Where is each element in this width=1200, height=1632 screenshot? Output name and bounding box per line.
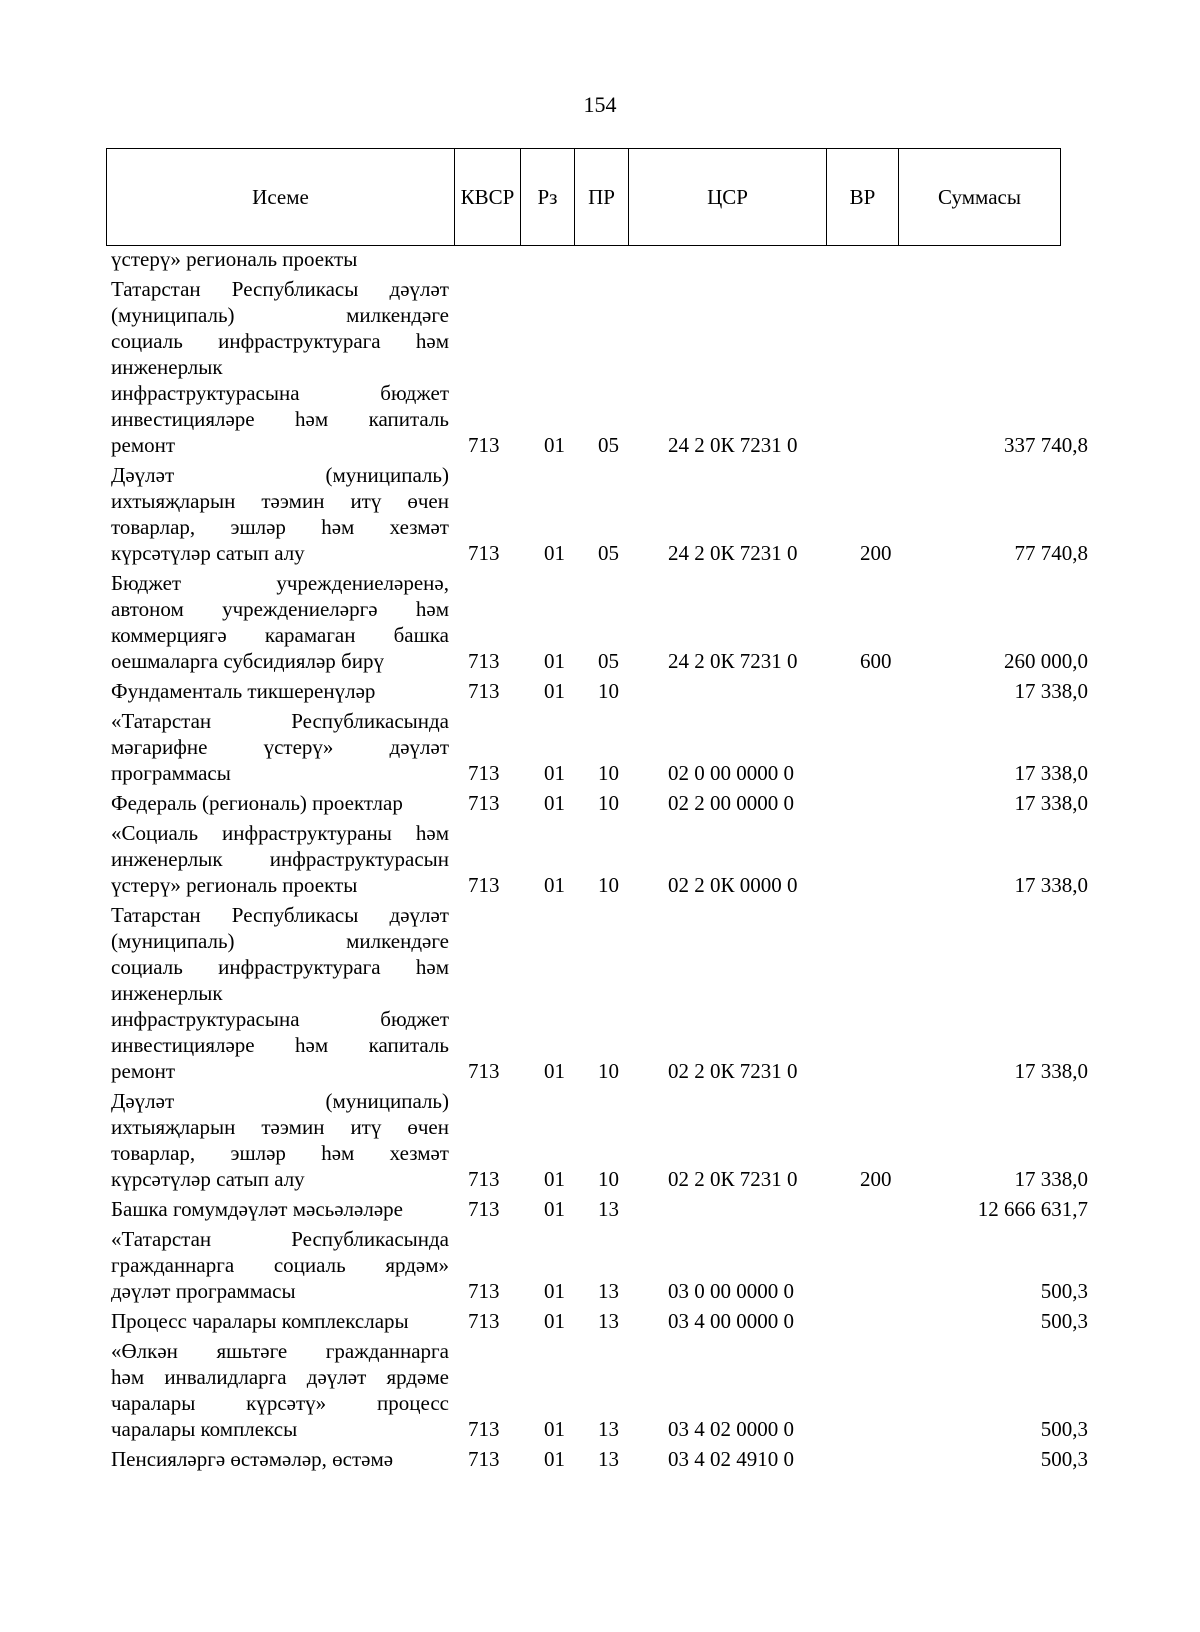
row-name [111,1226,449,1304]
row-name-line: Татарстан Республикасы дәүләт [111,277,449,301]
row-name-line: дәүләт программасы [111,1279,296,1303]
row-name-line: «Өлкән яшьтәге гражданнарга [111,1339,449,1363]
row-kvsr: 713 [468,1059,500,1083]
table-row [0,1226,1200,1304]
row-name-line: үстерү» региональ проекты [111,873,358,897]
row-csr: 02 0 00 0000 0 [668,761,794,785]
table-row [0,902,1200,1084]
table-row [0,1088,1200,1192]
row-name-line: «Татарстан Республикасында [111,1227,449,1251]
row-sum: 500,3 [1040,1309,1088,1333]
row-kvsr: 713 [468,791,500,815]
row-name-line: гражданнарга социаль ярдәм» [111,1253,449,1277]
row-kvsr: 713 [468,541,500,565]
row-name [111,570,449,674]
row-kvsr: 713 [468,873,500,897]
row-sum: 17 338,0 [1014,1167,1088,1191]
column-header-kvsr: КВСР [455,149,521,246]
table-row [0,1446,1200,1472]
row-sum: 17 338,0 [1014,1059,1088,1083]
row-name-line: товарлар, эшләр һәм хезмәт [111,515,449,539]
row-name-line: автоном учреждениеләргә һәм [111,597,449,621]
row-name [111,902,449,1084]
row-name-line: инженерлык инфраструктурасын [111,847,449,871]
row-name-line: Дәүләт (муниципаль) [111,463,449,487]
row-csr: 24 2 0К 7231 0 [668,649,798,673]
row-name-line: үстерү» региональ проекты [111,247,358,271]
row-csr: 02 2 0К 0000 0 [668,873,798,897]
table-row [0,246,1200,272]
row-name-line: инфраструктурасына бюджет [111,1007,449,1031]
table-header [106,148,1061,246]
row-name [111,820,449,898]
row-sum: 260 000,0 [1004,649,1088,673]
table-row [0,678,1200,704]
row-name-line: ихтыяҗларын тәэмин итү өчен [111,489,449,513]
row-name-line: (муниципаль) милкендәге [111,929,449,953]
row-name-line: социаль инфраструктурага һәм [111,329,449,353]
row-csr: 02 2 00 0000 0 [668,791,794,815]
row-kvsr: 713 [468,761,500,785]
row-name-line: ихтыяҗларын тәэмин итү өчен [111,1115,449,1139]
row-kvsr: 713 [468,1447,500,1471]
row-pr: 05 [598,649,619,673]
row-name-line: һәм инвалидларга дәүләт ярдәме [111,1365,449,1389]
row-csr: 02 2 0К 7231 0 [668,1167,798,1191]
row-rz: 01 [544,761,565,785]
row-pr: 13 [598,1309,619,1333]
table-row [0,820,1200,898]
row-vr: 600 [860,649,892,673]
row-pr: 05 [598,541,619,565]
row-rz: 01 [544,1447,565,1471]
row-kvsr: 713 [468,679,500,703]
row-sum: 500,3 [1040,1447,1088,1471]
row-name-line: ремонт [111,433,176,457]
row-rz: 01 [544,541,565,565]
row-rz: 01 [544,1167,565,1191]
row-vr: 200 [860,1167,892,1191]
row-name-line: инженерлык [111,355,223,379]
row-name-line: оешмаларга субсидияләр бирү [111,649,384,673]
row-csr: 03 4 02 0000 0 [668,1417,794,1441]
column-header-name: Исеме [107,149,455,246]
column-header-rz: Рз [521,149,575,246]
row-sum: 17 338,0 [1014,791,1088,815]
table-row [0,570,1200,674]
row-name-line: чаралары күрсәтү» процесс [111,1391,449,1415]
row-name [111,1446,449,1472]
row-name-line: ремонт [111,1059,176,1083]
row-pr: 10 [598,679,619,703]
row-pr: 10 [598,791,619,815]
row-name [111,1088,449,1192]
row-pr: 13 [598,1447,619,1471]
row-pr: 10 [598,1059,619,1083]
row-name [111,790,449,816]
row-sum: 500,3 [1040,1279,1088,1303]
row-name [111,1338,449,1442]
column-header-vr: ВР [827,149,899,246]
row-name-line: «Социаль инфраструктураны һәм [111,821,449,845]
row-rz: 01 [544,679,565,703]
table-row [0,708,1200,786]
row-name-line: социаль инфраструктурага һәм [111,955,449,979]
row-sum: 77 740,8 [1014,541,1088,565]
row-pr: 13 [598,1417,619,1441]
row-rz: 01 [544,1279,565,1303]
row-name-line: коммерциягә карамаган башка [111,623,449,647]
row-name-line: чаралары комплексы [111,1417,298,1441]
row-name-line: мәгарифне үстерү» дәүләт [111,735,449,759]
row-rz: 01 [544,1309,565,1333]
row-name-line: Татарстан Республикасы дәүләт [111,903,449,927]
row-kvsr: 713 [468,1417,500,1441]
row-rz: 01 [544,1197,565,1221]
row-name [111,462,449,566]
row-kvsr: 713 [468,433,500,457]
row-rz: 01 [544,433,565,457]
table-row [0,1308,1200,1334]
row-pr: 05 [598,433,619,457]
row-sum: 17 338,0 [1014,679,1088,703]
row-csr: 03 4 00 0000 0 [668,1309,794,1333]
row-sum: 17 338,0 [1014,873,1088,897]
row-csr: 24 2 0К 7231 0 [668,433,798,457]
column-header-pr: ПР [575,149,629,246]
table-row [0,1338,1200,1442]
table-body [0,246,1200,1476]
row-sum: 500,3 [1040,1417,1088,1441]
page-number: 154 [583,92,617,117]
row-name-line: Пенсияләргә өстәмәләр, өстәмә [111,1447,394,1471]
row-pr: 10 [598,761,619,785]
row-name-line: (муниципаль) милкендәге [111,303,449,327]
table-row [0,1196,1200,1222]
row-name [111,708,449,786]
row-kvsr: 713 [468,1197,500,1221]
row-name-line: инфраструктурасына бюджет [111,381,449,405]
row-name-line: инвестицияләре һәм капиталь [111,407,449,431]
row-name-line: Федераль (региональ) проектлар [111,791,403,815]
row-rz: 01 [544,873,565,897]
row-name-line: инвестицияләре һәм капиталь [111,1033,449,1057]
row-rz: 01 [544,1417,565,1441]
row-kvsr: 713 [468,1309,500,1333]
row-name-line: Процесс чаралары комплекслары [111,1309,409,1333]
row-name [111,276,449,458]
row-name-line: программасы [111,761,231,785]
row-kvsr: 713 [468,1167,500,1191]
row-name [111,1308,449,1334]
row-name-line: Бюджет учреждениеләренә, [111,571,449,595]
row-pr: 10 [598,873,619,897]
row-rz: 01 [544,649,565,673]
row-name-line: күрсәтүләр сатып алу [111,1167,305,1191]
table-row [0,276,1200,458]
row-sum: 12 666 631,7 [977,1197,1088,1221]
row-sum: 17 338,0 [1014,761,1088,785]
row-rz: 01 [544,1059,565,1083]
column-header-csr: ЦСР [629,149,827,246]
row-kvsr: 713 [468,649,500,673]
row-csr: 02 2 0К 7231 0 [668,1059,798,1083]
row-pr: 13 [598,1279,619,1303]
row-vr: 200 [860,541,892,565]
row-csr: 03 0 00 0000 0 [668,1279,794,1303]
row-rz: 01 [544,791,565,815]
row-pr: 13 [598,1197,619,1221]
row-pr: 10 [598,1167,619,1191]
row-name-line: күрсәтүләр сатып алу [111,541,305,565]
row-name-line: Башка гомумдәүләт мәсьәләләре [111,1197,403,1221]
row-name-line: Дәүләт (муниципаль) [111,1089,449,1113]
row-name [111,1196,449,1222]
row-sum: 337 740,8 [1004,433,1088,457]
row-name-line: товарлар, эшләр һәм хезмәт [111,1141,449,1165]
row-name [111,246,449,272]
row-name-line: инженерлык [111,981,223,1005]
column-header-sum: Суммасы [899,149,1061,246]
row-name-line: «Татарстан Республикасында [111,709,449,733]
row-csr: 24 2 0К 7231 0 [668,541,798,565]
row-kvsr: 713 [468,1279,500,1303]
row-csr: 03 4 02 4910 0 [668,1447,794,1471]
table-row [0,790,1200,816]
table-row [0,462,1200,566]
row-name-line: Фундаменталь тикшеренүләр [111,679,376,703]
row-name [111,678,449,704]
